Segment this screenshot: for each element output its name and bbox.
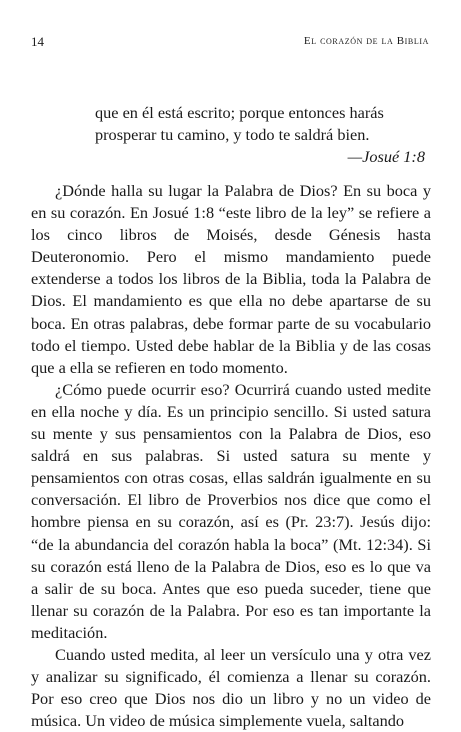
paragraph: ¿Dónde halla su lugar la Palabra de Dios? En su boca y en su corazón. En Josué 1:8 “este libro de la ley” se refiere a los cinco libros de Moisés, desde Génesis hasta Deuteronomio. Pero el mismo mandamiento puede extenderse a todos los libros de la Biblia, toda la Palabra de Dios. El mandamiento es que ella no debe apartarse de su boca. En otras palabras, debe formar parte de su vocabulario todo el tiempo. Usted debe hablar de la Biblia y de las cosas que a ella se refieren en todo momento.: [31, 181, 431, 377]
page-number: 14: [31, 34, 44, 49]
quote-citation: —Josué 1:8: [347, 147, 425, 166]
page-header: [31, 34, 429, 50]
quote-line: que en él está escrito; porque entonces harás: [95, 103, 384, 122]
scripture-quote: [95, 102, 425, 168]
running-head: El corazón de la Biblia: [303, 35, 429, 47]
paragraph: ¿Cómo puede ocurrir eso? Ocurrirá cuando usted medite en ella noche y día. Es un principio sencillo. Si usted satura su mente y sus pensamientos con la Palabra de Dios, eso saldrá en sus palabras. Si usted satura su mente y pensamientos con otras cosas, ellas saldrán igualmente en su conversación. El libro de Proverbios nos dice que como el hombre piensa en su corazón, así es (Pr. 23:7). Jesús dijo: “de la abundancia del corazón habla la boca” (Mt. 12:34). Si su corazón está lleno de la Palabra de Dios, eso es lo que va a salir de su boca. Antes que eso pueda suceder, tiene que llenar su corazón de la Palabra. Por eso es tan importante la meditación.: [31, 379, 431, 642]
body-text: [31, 180, 431, 732]
quote-line: prosperar tu camino, y todo te saldrá bien.: [95, 125, 370, 144]
paragraph: Cuando usted medita, al leer un versículo una y otra vez y analizar su significado, él comienza a llenar su corazón. Por eso creo que Dios nos dio un libro y no un video de música. Un video de música simplemente vuela, saltando: [31, 644, 431, 731]
